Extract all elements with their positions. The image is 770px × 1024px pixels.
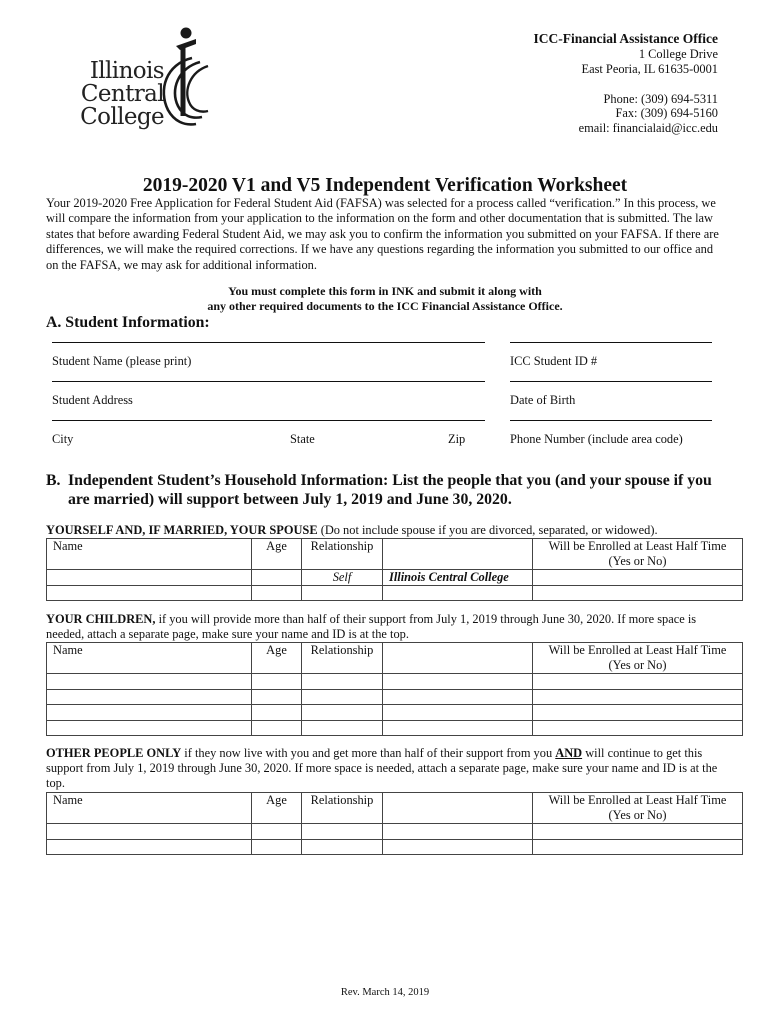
enrolled-label: Will be Enrolled at Least Half Time	[548, 539, 727, 553]
age-cell[interactable]	[252, 570, 302, 586]
yourself-lead: YOURSELF AND, IF MARRIED, YOUR SPOUSE	[46, 523, 318, 537]
school-cell[interactable]	[383, 705, 533, 721]
state-label: State	[290, 432, 315, 446]
zip-label: Zip	[448, 432, 466, 446]
col-enrolled-header	[533, 539, 743, 570]
city-label: City	[52, 432, 74, 446]
enrolled-sub-label: (Yes or No)	[608, 807, 667, 822]
enrolled-cell[interactable]	[533, 705, 743, 721]
relationship-cell[interactable]	[302, 705, 383, 721]
office-fax: Fax: (309) 694-5160	[615, 106, 718, 121]
name-cell[interactable]	[47, 689, 252, 705]
age-cell[interactable]	[252, 839, 302, 855]
enrolled-cell[interactable]	[533, 585, 743, 601]
age-cell[interactable]	[252, 585, 302, 601]
col-school-header	[383, 539, 533, 570]
children-table	[46, 642, 743, 736]
col-enrolled-header	[533, 793, 743, 824]
name-cell[interactable]	[47, 720, 252, 736]
office-city: East Peoria, IL 61635-0001	[581, 61, 718, 76]
table-row	[47, 689, 743, 705]
office-spacer	[534, 77, 719, 92]
office-email: email: financialaid@icc.edu	[578, 121, 718, 136]
col-relationship-header: Relationship	[302, 539, 383, 570]
instructions-line-1: You must complete this form in INK and submit it along with	[228, 284, 542, 298]
others-mid: if they now live with you and get more than half of their support from you	[181, 746, 556, 760]
office-phone: Phone: (309) 694-5311	[603, 91, 718, 106]
student-id-label: ICC Student ID #	[510, 354, 598, 368]
col-relationship-header: Relationship	[302, 643, 383, 674]
col-relationship-header: Relationship	[302, 793, 383, 824]
enrolled-sub-label: (Yes or No)	[608, 657, 667, 672]
student-address-line[interactable]	[52, 381, 485, 382]
yourself-table	[46, 538, 743, 601]
enrolled-cell[interactable]	[533, 689, 743, 705]
student-id-line[interactable]	[510, 342, 712, 343]
others-instructions	[46, 746, 736, 791]
enrolled-label: Will be Enrolled at Least Half Time	[548, 643, 727, 657]
age-cell[interactable]	[252, 689, 302, 705]
logo-line-1: Illinois	[89, 58, 164, 84]
office-info	[534, 30, 719, 136]
age-cell[interactable]	[252, 720, 302, 736]
section-a-heading: A. Student Information:	[46, 314, 210, 331]
name-cell[interactable]	[47, 839, 252, 855]
section-b-number: B.	[46, 472, 61, 489]
name-cell[interactable]	[47, 570, 252, 586]
name-cell[interactable]	[47, 674, 252, 690]
col-age-header: Age	[252, 539, 302, 570]
student-name-label: Student Name (please print)	[52, 354, 192, 368]
instructions-line-2: any other required documents to the ICC Financial Assistance Office.	[207, 298, 563, 313]
name-cell[interactable]	[47, 585, 252, 601]
age-cell[interactable]	[252, 824, 302, 840]
logo-line-2: Central	[80, 81, 164, 107]
section-b-text: Independent Student’s Household Information: List the people that you (and your spouse if you are married) will support between July 1, 2019 and June 30, 2020.	[68, 472, 712, 508]
phone-line[interactable]	[510, 420, 712, 421]
school-cell[interactable]	[383, 674, 533, 690]
enrolled-cell[interactable]	[533, 720, 743, 736]
ink-instructions	[0, 284, 770, 314]
others-lead: OTHER PEOPLE ONLY	[46, 746, 182, 760]
city-state-zip-line[interactable]	[52, 420, 485, 421]
yourself-rest: (Do not include spouse if you are divorced, separated, or widowed).	[317, 523, 658, 537]
col-name-header: Name	[47, 643, 252, 674]
relationship-cell[interactable]	[302, 674, 383, 690]
table-header-row	[47, 539, 743, 570]
logo-line-3: College	[80, 104, 164, 130]
icc-logo	[52, 24, 222, 136]
enrolled-sub-label: (Yes or No)	[608, 553, 667, 568]
table-row	[47, 705, 743, 721]
yourself-instructions	[46, 523, 736, 538]
school-cell[interactable]	[383, 720, 533, 736]
school-cell[interactable]	[383, 689, 533, 705]
school-cell[interactable]	[383, 585, 533, 601]
children-rest: if you will provide more than half of their support from July 1, 2019 through June 30, 2020. If more space is needed, attach a separate page, make sure your name and ID is at the top.	[46, 612, 697, 641]
enrolled-label: Will be Enrolled at Least Half Time	[548, 793, 727, 807]
age-cell[interactable]	[252, 674, 302, 690]
name-cell[interactable]	[47, 705, 252, 721]
table-row	[47, 585, 743, 601]
col-name-header: Name	[47, 539, 252, 570]
col-age-header: Age	[252, 643, 302, 674]
table-header-row	[47, 793, 743, 824]
document-title: 2019-2020 V1 and V5 Independent Verification Worksheet	[142, 175, 628, 196]
enrolled-cell[interactable]	[533, 570, 743, 586]
section-b-heading	[46, 471, 736, 509]
logo-wordmark	[52, 60, 164, 129]
children-instructions	[46, 612, 736, 642]
enrolled-cell[interactable]	[533, 674, 743, 690]
others-rest: will continue to get this support from July 1, 2019 through June 30, 2020. If more space is needed, attach a separate page, make sure your name and ID is at the top.	[46, 746, 718, 790]
relationship-self-cell: Self	[302, 570, 383, 586]
office-title: ICC-Financial Assistance Office	[533, 31, 718, 46]
col-enrolled-header	[533, 643, 743, 674]
dob-line[interactable]	[510, 381, 712, 382]
office-street: 1 College Drive	[638, 47, 718, 61]
col-school-header	[383, 793, 533, 824]
col-age-header: Age	[252, 793, 302, 824]
revision-footer: Rev. March 14, 2019	[340, 987, 430, 998]
table-row	[47, 824, 743, 840]
school-cell[interactable]	[383, 824, 533, 840]
enrolled-cell[interactable]	[533, 839, 743, 855]
others-and: AND	[555, 746, 583, 760]
table-row	[47, 720, 743, 736]
relationship-cell[interactable]	[302, 839, 383, 855]
phone-label: Phone Number (include area code)	[510, 432, 683, 446]
dob-label: Date of Birth	[510, 393, 576, 407]
children-lead: YOUR CHILDREN,	[46, 612, 156, 626]
table-header-row	[47, 643, 743, 674]
relationship-cell[interactable]	[302, 689, 383, 705]
relationship-cell[interactable]	[302, 824, 383, 840]
table-row	[47, 674, 743, 690]
name-cell[interactable]	[47, 824, 252, 840]
enrolled-cell[interactable]	[533, 824, 743, 840]
icc-logo-mark-icon	[156, 24, 222, 136]
col-name-header: Name	[47, 793, 252, 824]
table-row	[47, 570, 743, 586]
table-row	[47, 839, 743, 855]
intro-paragraph: Your 2019-2020 Free Application for Federal Student Aid (FAFSA) was selected for a process called “verification.” In this process, we will compare the information from your application to the information on the form and other documentation that is submitted. The law states that before awarding Federal Student Aid, we may ask you to confirm the information you submitted on your FAFSA. If there are differences, we will make the required corrections. If we have any questions regarding the information you submitted to our office and on the FAFSA, we may ask for additional information.	[46, 196, 719, 272]
age-cell[interactable]	[252, 705, 302, 721]
col-school-header	[383, 643, 533, 674]
student-name-line[interactable]	[52, 342, 485, 343]
school-cell: Illinois Central College	[383, 570, 533, 586]
student-address-label: Student Address	[52, 393, 133, 407]
relationship-cell[interactable]	[302, 585, 383, 601]
others-table	[46, 792, 743, 855]
relationship-cell[interactable]	[302, 720, 383, 736]
school-cell[interactable]	[383, 839, 533, 855]
